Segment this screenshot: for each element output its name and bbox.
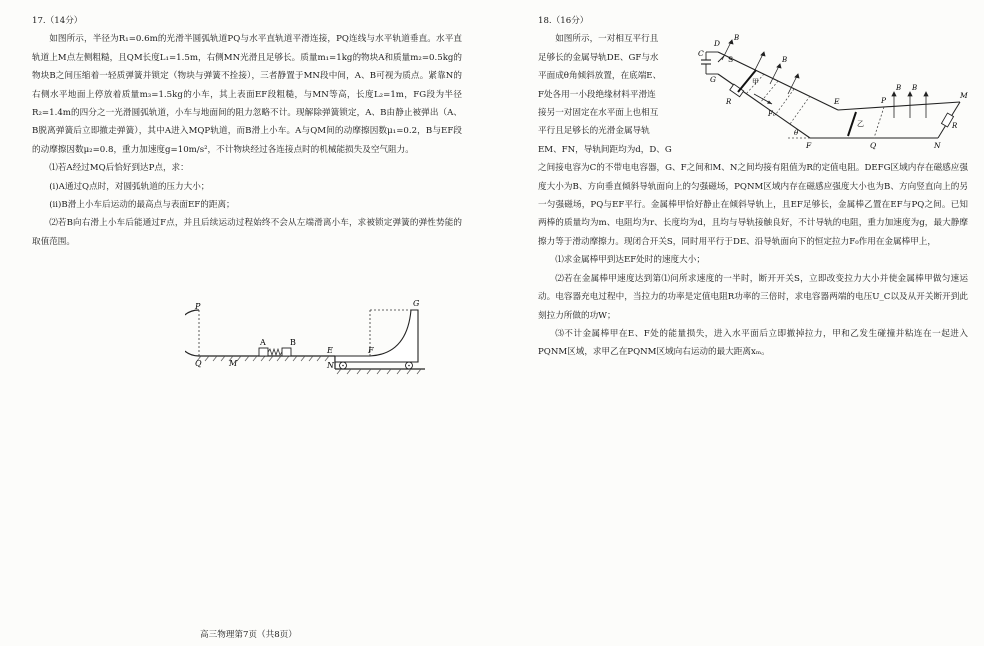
q18-label-M: M (960, 91, 968, 100)
q17-label-F: F (368, 346, 374, 355)
q18-label-theta: θ (794, 129, 799, 137)
question-17 (32, 12, 462, 251)
q17-sub2: ⑵若B向右滑上小车后能通过F点，并且后续运动过程始终不会从左端滑离小车，求被锁定弹簧的弹性势能的取值范围。 (32, 218, 462, 247)
q18-label-B3: B (896, 84, 902, 92)
q18-header: 18.（16分） (538, 16, 589, 26)
q18-figure (698, 32, 970, 152)
q18-label-R1: R (726, 98, 732, 106)
q18-label-F: F (806, 141, 812, 150)
q18-intro-line: 平行且足够长的光滑金属导轨 (538, 126, 650, 137)
q17-label-Q: Q (195, 359, 202, 368)
page-footer: 高三物理第7页（共8页） (200, 630, 297, 640)
q18-label-G: G (710, 75, 716, 84)
q18-label-B4: B (912, 84, 918, 92)
q18-sub2: ⑵若在金属棒甲速度达到第⑴问所求速度的一半时，断开开关S，立即改变拉力大小并使金属棒甲做匀速运动。电容器充电过程中，当拉力的功率是定值电阻R功率的三倍时，求电容器两端的电压U_C以及从开关断开到此刻拉力所做的功W； (538, 273, 968, 321)
q18-sub3: ⑶不计金属棒甲在E、F处的能量损失，进入水平面后立即撤掉拉力，甲和乙发生碰撞并粘连在一起进入PQNM区域，求甲乙在PQNM区域向右运动的最大距离xₘ。 (538, 328, 968, 358)
q18-sub1: ⑴求金属棒甲到达EF处时的速度大小； (555, 255, 705, 266)
q18-intro-line: F处各用一小段绝缘材料平滑连 (538, 89, 656, 100)
q18-intro-line: 足够长的金属导轨DE、GF与水 (538, 52, 659, 63)
q18-label-jia: 甲 (752, 78, 759, 86)
q18-label-R2: R (952, 122, 958, 130)
q18-intro-line: 接另一对固定在水平面上也相互 (538, 108, 659, 119)
q18-label-P: P (881, 96, 887, 105)
q17-sub1-ii: (ii)B滑上小车后运动的最高点与表面EF的距离； (49, 200, 235, 211)
q18-label-F0: F₀ (768, 110, 776, 118)
q18-label-E: E (834, 97, 840, 106)
q17-label-P: P (195, 302, 201, 311)
q18-intro-line: 平面成θ角倾斜放置，在底端E、 (538, 71, 662, 82)
q18-label-B1: B (734, 34, 740, 42)
q18-label-N: N (934, 141, 941, 150)
q17-figure (185, 296, 435, 380)
q17-sub1-i: (i)A通过Q点时，对圆弧轨道的压力大小； (49, 181, 210, 192)
q17-label-G: G (413, 299, 420, 308)
q17-label-B: B (290, 338, 296, 347)
q17-label-M: M (229, 359, 238, 368)
q17-label-N: N (327, 361, 334, 370)
q18-stem: 之间接电容为C的不带电电容器，G、F之间和M、N之间均接有阻值为R的定值电阻。DEFG区域内存在磁感应强度大小为B、方向垂直倾斜导轨面向上的匀强磁场，PQNM区域内存在磁感应强度大小也为B、方向竖直向上的另一匀强磁场，PQ与EF平行。金属棒甲恰好静止在倾斜导轨上，且EF足够长，金属棒乙置在EF与PQ之间。已知两棒的质量均为m、电阻均为r、长度均为d，且均与导轨接触良好，不计导轨的电阻，重力加速度为g，最大静摩擦力等于滑动摩擦力。现闭合开关S，同时用平行于DE、沿导轨面向下的恒定拉力F₀作用在金属棒甲上， (538, 163, 968, 247)
q18-intro-line: EM、FN，导轨间距均为d，D、G (538, 144, 672, 155)
q18-intro (538, 30, 690, 159)
q17-sub1: ⑴若A经过MQ后恰好到达P点，求： (49, 163, 189, 174)
q17-label-E: E (327, 346, 333, 355)
q18-label-yi: 乙 (857, 120, 864, 128)
q17-stem: 如图所示，半径为R₁=0.6m的光滑半圆弧轨道PQ与水平直轨道平滑连接，PQ连线与水平轨道垂直。水平直轨道上M点左侧粗糙，且QM长度L₁=1.5m，右侧MN光滑且足够长。质量m₁=1kg的物块A和质量m₂=0.5kg的物块B之间压缩着一轻质弹簧并锁定（物块与弹簧不拴接），三者静置于MN段中间，A、B可视为质点。紧靠N的右侧水平地面上停放着质量m₃=1.5kg的小车，其上表面EF段粗糙，与MN等高，长度L₂=1m，FG段为半径R₂=1.4m的四分之一光滑圆弧轨道，小车与地面间的阻力忽略不计。现解除弹簧锁定，A、B由静止被弹出（A、B脱离弹簧后立即撤走弹簧），其中A进入MQP轨道，而B滑上小车。A与QM间的动摩擦因数μ₁=0.2，B与EF段的动摩擦因数μ₂=0.8，重力加速度g=10m/s²，不计物块经过各连接点时的机械能损失及空气阻力。 (32, 34, 462, 155)
q18-label-Q: Q (870, 141, 877, 150)
q18-label-C: C (698, 49, 704, 58)
q17-label-A: A (260, 338, 266, 347)
q18-label-D: D (714, 39, 721, 48)
q18-label-B2: B (782, 56, 788, 64)
q18-intro-line: 如图所示，一对相互平行且 (555, 34, 659, 45)
q17-header: 17.（14分） (32, 16, 83, 26)
q18-label-S: S (728, 55, 734, 64)
